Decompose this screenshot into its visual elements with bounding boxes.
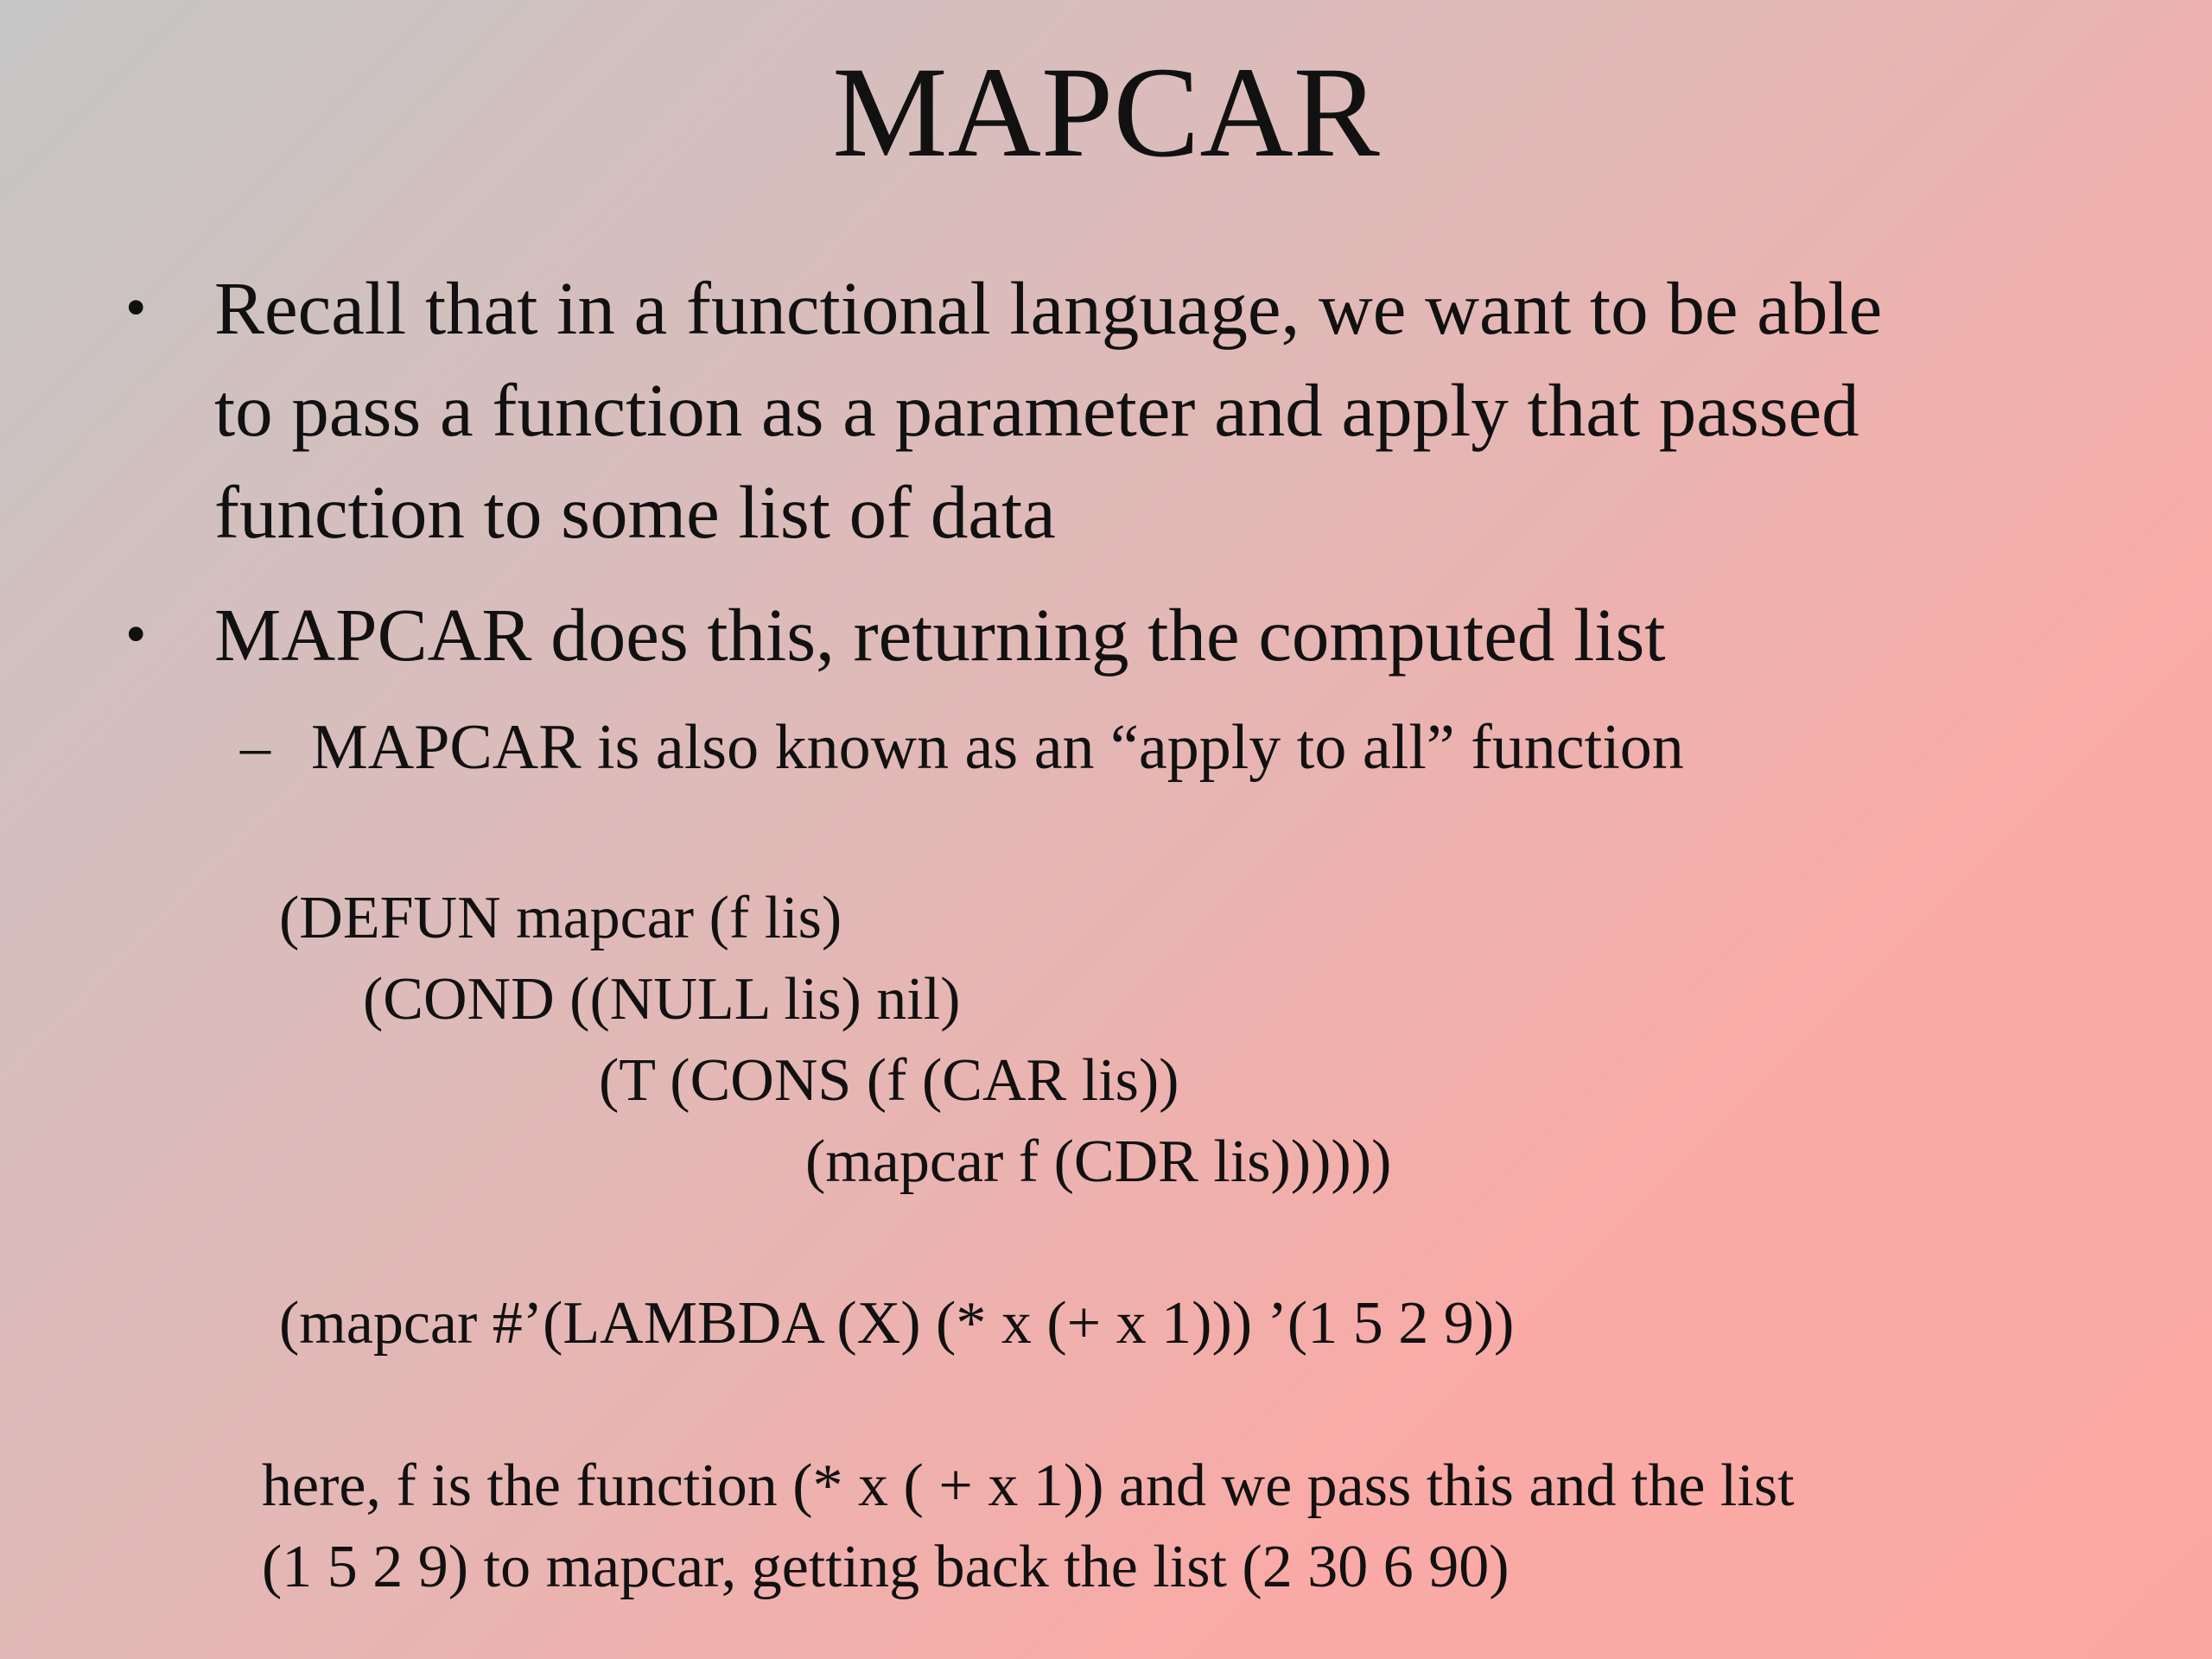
bullet-text-line: function to some list of data — [214, 470, 1056, 554]
bullet-text-line: Recall that in a functional language, we want to be able — [214, 266, 1883, 350]
code-line: (T (CONS (f (CAR lis)) — [599, 1047, 1179, 1114]
code-line: (COND ((NULL lis) nil) — [363, 966, 961, 1033]
note-line: (1 5 2 9) to mapcar, getting back the list (2 30 6 90) — [262, 1534, 1510, 1600]
sub-bullet-marker: – — [240, 714, 270, 780]
bullet-text-line: MAPCAR does this, returning the computed list — [214, 593, 1666, 677]
bullet-marker: • — [125, 275, 147, 341]
slide-title: MAPCAR — [832, 41, 1380, 184]
bullet-marker: • — [125, 601, 147, 668]
code-line: (mapcar f (CDR lis)))))) — [805, 1128, 1392, 1195]
note-line: here, f is the function (* x ( + x 1)) and we pass this and the list — [262, 1452, 1795, 1519]
bullet-text-line: to pass a function as a parameter and apply that passed — [214, 368, 1859, 452]
code-line: (DEFUN mapcar (f lis) — [279, 885, 842, 951]
example-call: (mapcar #’(LAMBDA (X) (* x (+ x 1))) ’(1 5 2 9)) — [279, 1290, 1515, 1357]
sub-bullet-text: MAPCAR is also known as an “apply to all” function — [311, 712, 1684, 783]
